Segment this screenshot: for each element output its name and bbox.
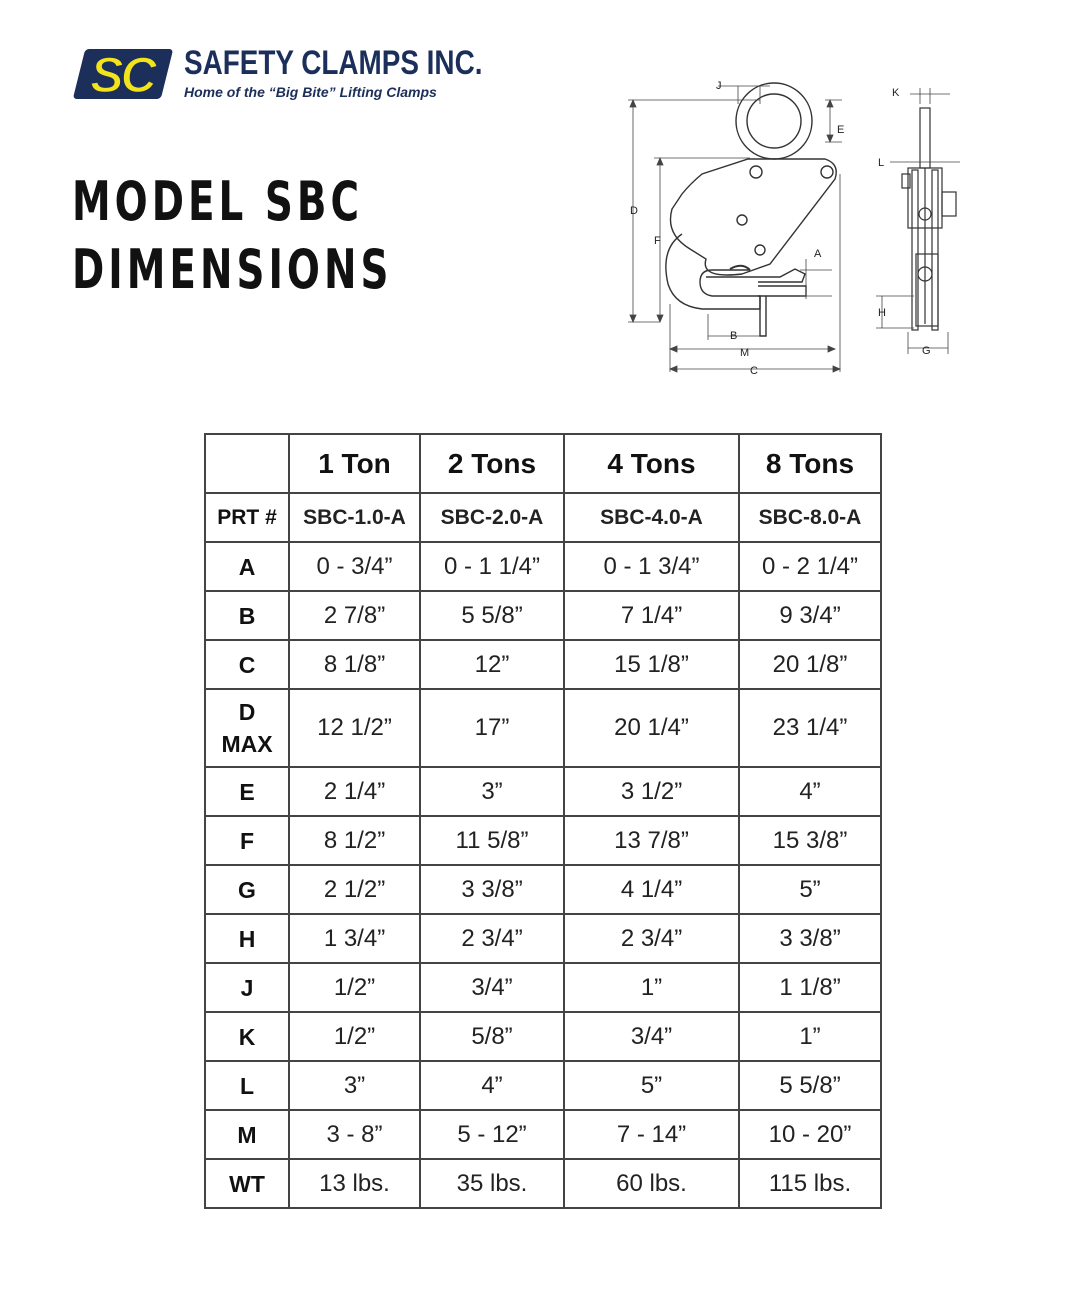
table-cell: 12 1/2”	[289, 689, 420, 767]
table-cell: 8 1/2”	[289, 816, 420, 865]
company-name: SAFETY CLAMPS INC.	[184, 44, 483, 82]
table-cell: 5 - 12”	[420, 1110, 564, 1159]
part-number-row	[205, 493, 881, 542]
table-cell: 12”	[420, 640, 564, 689]
row-label: WT	[205, 1159, 289, 1208]
table-cell: 8 1/8”	[289, 640, 420, 689]
header-4-tons: 4 Tons	[564, 434, 739, 493]
table-cell: 17”	[420, 689, 564, 767]
table-cell: 20 1/4”	[564, 689, 739, 767]
table-cell: 15 1/8”	[564, 640, 739, 689]
table-row	[205, 1012, 881, 1061]
table-cell: 3 3/8”	[420, 865, 564, 914]
row-label: G	[205, 865, 289, 914]
table-cell: 13 7/8”	[564, 816, 739, 865]
header-1-ton: 1 Ton	[289, 434, 420, 493]
table-cell: 9 3/4”	[739, 591, 881, 640]
row-label: F	[205, 816, 289, 865]
label-k: K	[892, 87, 900, 99]
label-b: B	[730, 330, 738, 342]
title-line-2: DIMENSIONS	[72, 238, 393, 301]
table-row	[205, 1110, 881, 1159]
table-cell: 1 1/8”	[739, 963, 881, 1012]
label-h: H	[878, 307, 886, 319]
part-number-cell: SBC-8.0-A	[739, 493, 881, 542]
table-cell: 11 5/8”	[420, 816, 564, 865]
table-cell: 60 lbs.	[564, 1159, 739, 1208]
company-logo	[72, 44, 483, 104]
table-row	[205, 914, 881, 963]
table-cell: 3”	[420, 767, 564, 816]
row-label: M	[205, 1110, 289, 1159]
table-cell: 23 1/4”	[739, 689, 881, 767]
table-cell: 1/2”	[289, 1012, 420, 1061]
table-row	[205, 689, 881, 767]
table-cell: 4”	[420, 1061, 564, 1110]
row-label: H	[205, 914, 289, 963]
table-cell: 0 - 1 1/4”	[420, 542, 564, 591]
header-8-tons: 8 Tons	[739, 434, 881, 493]
row-label: C	[205, 640, 289, 689]
row-label-line-2: MAX	[221, 731, 273, 757]
table-cell: 3 3/8”	[739, 914, 881, 963]
table-row	[205, 816, 881, 865]
part-number-cell: SBC-1.0-A	[289, 493, 420, 542]
table-cell: 1”	[739, 1012, 881, 1061]
table-cell: 0 - 1 3/4”	[564, 542, 739, 591]
table-cell: 2 1/4”	[289, 767, 420, 816]
row-label: J	[205, 963, 289, 1012]
row-label-line-1: D	[238, 699, 256, 725]
company-tagline: Home of the “Big Bite” Lifting Clamps	[184, 84, 437, 100]
table-cell: 10 - 20”	[739, 1110, 881, 1159]
table-cell: 1/2”	[289, 963, 420, 1012]
label-f: F	[654, 235, 661, 247]
table-cell: 3/4”	[420, 963, 564, 1012]
table-cell: 3 - 8”	[289, 1110, 420, 1159]
table-cell: 2 1/2”	[289, 865, 420, 914]
table-cell: 15 3/8”	[739, 816, 881, 865]
table-cell: 1”	[564, 963, 739, 1012]
label-c: C	[750, 365, 758, 377]
row-label	[205, 689, 289, 767]
table-cell: 2 7/8”	[289, 591, 420, 640]
table-cell: 2 3/4”	[420, 914, 564, 963]
table-cell: 20 1/8”	[739, 640, 881, 689]
table-row	[205, 640, 881, 689]
label-j: J	[716, 80, 722, 92]
row-label: K	[205, 1012, 289, 1061]
table-cell: 0 - 2 1/4”	[739, 542, 881, 591]
table-row	[205, 1159, 881, 1208]
header-cell-empty	[205, 434, 289, 493]
table-cell: 3 1/2”	[564, 767, 739, 816]
part-number-cell: SBC-4.0-A	[564, 493, 739, 542]
table-row	[205, 963, 881, 1012]
table-cell: 5”	[739, 865, 881, 914]
table-row	[205, 591, 881, 640]
label-l: L	[878, 157, 885, 169]
table-cell: 4”	[739, 767, 881, 816]
table-cell: 7 1/4”	[564, 591, 739, 640]
table-cell: 115 lbs.	[739, 1159, 881, 1208]
header-2-tons: 2 Tons	[420, 434, 564, 493]
table-cell: 5”	[564, 1061, 739, 1110]
page-title	[72, 168, 392, 304]
clamp-dimension-diagram	[620, 74, 970, 384]
table-cell: 5 5/8”	[739, 1061, 881, 1110]
title-line-1: MODEL SBC	[72, 170, 363, 233]
row-label: PRT #	[205, 493, 289, 542]
label-g: G	[922, 345, 931, 357]
header-row	[205, 434, 881, 493]
table-cell: 5/8”	[420, 1012, 564, 1061]
table-cell: 3”	[289, 1061, 420, 1110]
table-row	[205, 1061, 881, 1110]
dimensions-table	[204, 433, 882, 1209]
label-m: M	[740, 347, 750, 359]
table-row	[205, 865, 881, 914]
table-cell: 5 5/8”	[420, 591, 564, 640]
part-number-cell: SBC-2.0-A	[420, 493, 564, 542]
row-label: L	[205, 1061, 289, 1110]
table-cell: 3/4”	[564, 1012, 739, 1061]
table-row	[205, 542, 881, 591]
label-a: A	[814, 248, 822, 260]
label-e: E	[837, 124, 845, 136]
table-cell: 13 lbs.	[289, 1159, 420, 1208]
row-label: E	[205, 767, 289, 816]
table-cell: 0 - 3/4”	[289, 542, 420, 591]
table-cell: 2 3/4”	[564, 914, 739, 963]
row-label: A	[205, 542, 289, 591]
table-row	[205, 767, 881, 816]
table-cell: 7 - 14”	[564, 1110, 739, 1159]
table-cell: 4 1/4”	[564, 865, 739, 914]
sc-logo-icon	[72, 46, 176, 102]
table-cell: 35 lbs.	[420, 1159, 564, 1208]
table-cell: 1 3/4”	[289, 914, 420, 963]
row-label: B	[205, 591, 289, 640]
logo-mark-text: SC	[90, 47, 154, 102]
label-d: D	[630, 205, 638, 217]
